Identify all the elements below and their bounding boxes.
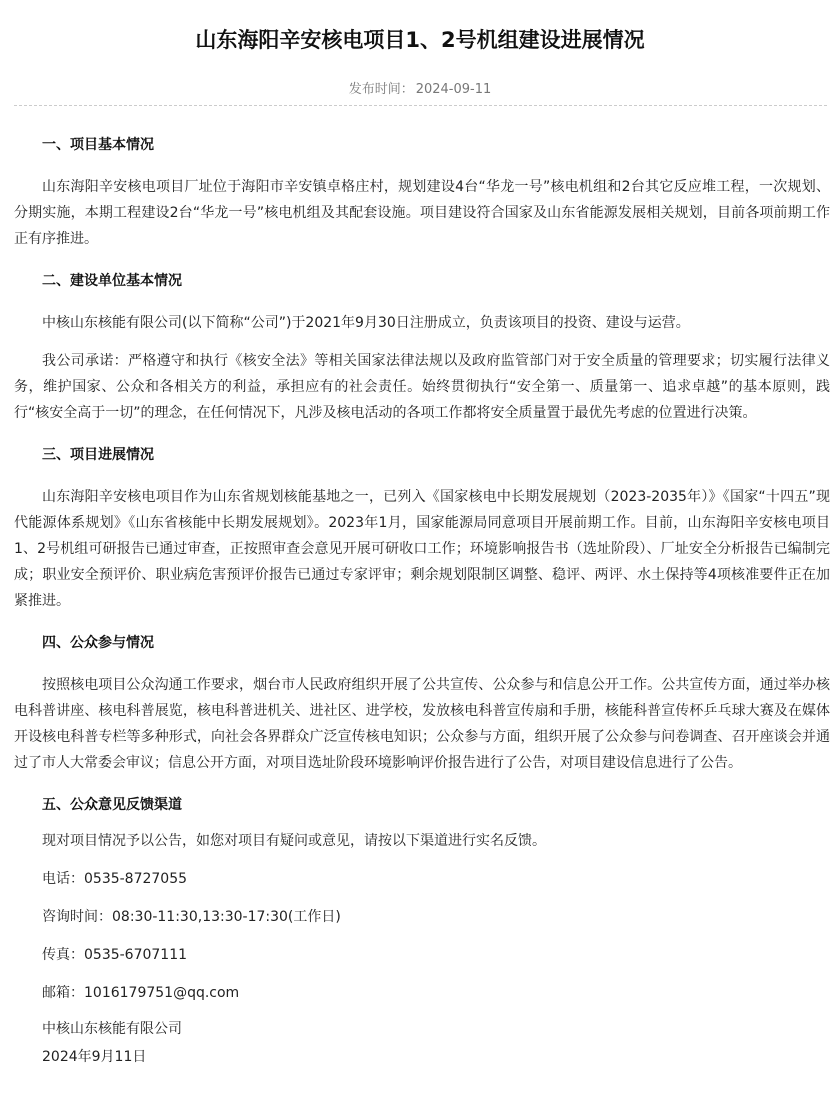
header-divider [14, 105, 827, 106]
section-paragraph: 山东海阳辛安核电项目作为山东省规划核能基地之一，已列入《国家核电中长期发展规划（2023-2035年）》《国家“十四五”现代能源体系规划》《山东省核能中长期发展规划》。2023年1月，国家能源局同意项目开展前期工作。目前，山东海阳辛安核电项目1、2号机组可研报告已通过审查，正按照审查会意见开展可研收口工作；环境影响报告书（选址阶段）、厂址安全分析报告已编制完成；职业安全预评价、职业病危害预评价报告已通过专家评审；剩余规划限制区调整、稳评、两评、水土保持等4项核准要件正在加紧推进。 [14, 489, 830, 609]
signature-date: 2024年9月11日 [42, 1049, 147, 1065]
contact-fax: 传真：0535-6707111 [42, 947, 188, 963]
section-paragraph: 现对项目情况予以公告，如您对项目有疑问或意见，请按以下渠道进行实名反馈。 [42, 833, 546, 849]
section-paragraph: 山东海阳辛安核电项目厂址位于海阳市辛安镇卓格庄村，规划建设4台“华龙一号”核电机组和2台其它反应堆工程，一次规划、分期实施，本期工程建设2台“华龙一号”核电机组及其配套设施。项目建设符合国家及山东省能源发展相关规划，目前各项前期工作正有序推进。 [14, 179, 830, 247]
section-heading-basic-info: 一、项目基本情况 [42, 137, 154, 153]
section-heading-feedback: 五、公众意见反馈渠道 [42, 797, 182, 813]
publish-date [0, 80, 840, 100]
page-title: 山东海阳辛安核电项目1、2号机组建设进展情况 [195, 28, 645, 52]
signature-company: 中核山东核能有限公司 [42, 1021, 182, 1037]
publish-date-value: 2024-09-11 [415, 82, 492, 97]
contact-phone: 电话：0535-8727055 [42, 871, 188, 887]
contact-hours: 咨询时间：08:30-11:30,13:30-17:30(工作日) [42, 909, 341, 925]
section-heading-company-info: 二、建设单位基本情况 [42, 273, 182, 289]
section-heading-progress: 三、项目进展情况 [42, 447, 154, 463]
publish-date-label: 发布时间： [348, 82, 414, 97]
article-body [14, 128, 830, 1070]
section-paragraph: 中核山东核能有限公司(以下简称“公司”)于2021年9月30日注册成立，负责该项目的投资、建设与运营。 [42, 315, 690, 331]
section-heading-public-participation: 四、公众参与情况 [42, 635, 154, 651]
contact-email: 邮箱：1016179751@qq.com [42, 985, 240, 1001]
section-paragraph: 我公司承诺：严格遵守和执行《核安全法》等相关国家法律法规以及政府监管部门对于安全质量的管理要求；切实履行法律义务，维护国家、公众和各相关方的利益，承担应有的社会责任。始终贯彻执行“安全第一、质量第一、追求卓越”的基本原则，践行“核安全高于一切”的理念，在任何情况下，凡涉及核电活动的各项工作都将安全质量置于最优先考虑的位置进行决策。 [14, 353, 830, 421]
section-paragraph: 按照核电项目公众沟通工作要求，烟台市人民政府组织开展了公共宣传、公众参与和信息公开工作。公共宣传方面，通过举办核电科普讲座、核电科普展览，核电科普进机关、进社区、进学校，发放核电科普宣传扇和手册，核能科普宣传杯乒乓球大赛及在媒体开设核电科普专栏等多种形式，向社会各界群众广泛宣传核电知识；公众参与方面，组织开展了公众参与问卷调查、召开座谈会并通过了市人大常委会审议；信息公开方面，对项目选址阶段环境影响评价报告进行了公告，对项目建设信息进行了公告。 [14, 677, 830, 771]
